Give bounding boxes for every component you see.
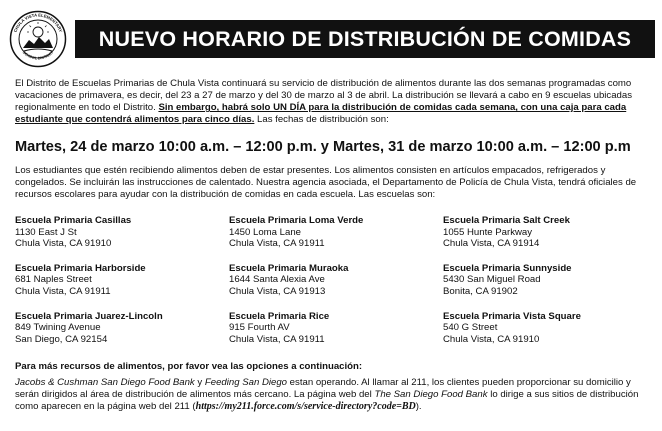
school-entry bbox=[443, 215, 655, 250]
org-name: The San Diego Food Bank bbox=[374, 388, 488, 400]
school-city: Bonita, CA 91902 bbox=[443, 285, 518, 297]
svg-text:SCHOOL DISTRICT: SCHOOL DISTRICT bbox=[21, 50, 55, 61]
school-street: 1644 Santa Alexia Ave bbox=[229, 274, 325, 286]
intro-emphasis: Sin embargo, habrá solo UN DÍA para la distribución de comidas cada semana, con una caja para cada estudiante que contendrá alimentos para cinco días. bbox=[15, 102, 627, 126]
school-street: 540 G Street bbox=[443, 322, 498, 334]
page-title: NUEVO HORARIO DE DISTRIBUCIÓN DE COMIDAS bbox=[98, 26, 632, 51]
school-city: Chula Vista, CA 91911 bbox=[229, 238, 325, 250]
service-directory-link[interactable]: https://my211.force.com/s/service-directory?code=BD bbox=[195, 400, 416, 412]
school-entry bbox=[229, 215, 443, 250]
header bbox=[9, 9, 655, 69]
school-entry bbox=[229, 311, 443, 346]
school-city: Chula Vista, CA 91911 bbox=[15, 285, 111, 297]
title-bar bbox=[75, 20, 655, 58]
school-street: 849 Twining Avenue bbox=[15, 322, 101, 334]
school-street: 915 Fourth AV bbox=[229, 322, 290, 334]
org-name: Jacobs & Cushman San Diego Food Bank bbox=[15, 377, 195, 388]
intro-text-end: Las fechas de distribución son: bbox=[254, 114, 389, 126]
school-name: Escuela Primaria Salt Creek bbox=[443, 215, 570, 226]
school-entry bbox=[15, 215, 229, 250]
school-street: 5430 San Miguel Road bbox=[443, 274, 541, 286]
conjunction: y bbox=[194, 377, 205, 388]
resources-text: lo dirige a sus sitios de distribución como aparecen en la página web del 211 ( bbox=[15, 388, 639, 412]
school-city: Chula Vista, CA 91914 bbox=[443, 238, 540, 250]
school-name: Escuela Primaria Casillas bbox=[15, 215, 132, 226]
school-city: San Diego, CA 92154 bbox=[15, 333, 108, 345]
school-list bbox=[15, 215, 655, 345]
school-entry bbox=[15, 311, 229, 346]
school-street: 1130 East J St bbox=[15, 226, 77, 238]
more-resources-paragraph bbox=[15, 377, 647, 413]
school-name: Escuela Primaria Harborside bbox=[15, 262, 146, 274]
intro-paragraph bbox=[15, 78, 647, 126]
school-name: Escuela Primaria Muraoka bbox=[229, 262, 349, 274]
distribution-dates: Martes, 24 de marzo 10:00 a.m. – 12:00 p.m. y Martes, 31 de marzo 10:00 a.m. – 12:00 p.m bbox=[15, 139, 631, 155]
school-name: Escuela Primaria Juarez-Lincoln bbox=[15, 310, 163, 322]
school-name: Escuela Primaria Sunnyside bbox=[443, 262, 572, 274]
school-city: Chula Vista, CA 91910 bbox=[443, 333, 540, 345]
school-entry bbox=[443, 311, 655, 346]
school-name: Escuela Primaria Rice bbox=[229, 310, 330, 322]
details-paragraph: Los estudiantes que estén recibiendo alimentos deben de estar presentes. Los alimentos consisten en artículos empacados, refrigerados y congelados. Se incluirán las instrucciones de calentado. Nuestra agencia asociada, el Departamento de Policía de Chula Vista, tendrá oficiales de recursos escolares para ayudar con la distribución de comidas en cada escuela. Las escuelas son: bbox=[15, 165, 637, 201]
district-seal-icon bbox=[9, 10, 67, 68]
school-entry bbox=[229, 263, 443, 298]
school-entry bbox=[15, 263, 229, 298]
svg-text:CHULA VISTA ELEMENTARY: CHULA VISTA ELEMENTARY bbox=[12, 12, 64, 33]
school-name: Escuela Primaria Vista Square bbox=[443, 310, 581, 322]
school-city: Chula Vista, CA 91913 bbox=[229, 285, 326, 297]
school-street: 681 Naples Street bbox=[15, 274, 92, 286]
school-city: Chula Vista, CA 91911 bbox=[229, 333, 325, 345]
resources-text: ). bbox=[415, 400, 422, 412]
more-resources-title: Para más recursos de alimentos, por favor vea las opciones a continuación: bbox=[15, 361, 363, 372]
resources-text: estan operando. Al llamar al 211, los clientes pueden proporcionar su domicilio y serán dirigidos al área de distribución de alimentos más cercano. La página web del bbox=[15, 377, 631, 400]
school-street: 1055 Hunte Parkway bbox=[443, 226, 533, 238]
school-entry bbox=[443, 263, 655, 298]
school-city: Chula Vista, CA 91910 bbox=[15, 238, 112, 250]
school-street: 1450 Loma Lane bbox=[229, 226, 302, 238]
intro-text: El Distrito de Escuelas Primarias de Chula Vista continuará su servicio de distribución de alimentos durante las dos semanas programadas como vacaciones de primavera, es decir, del 23 a 27 de marzo y del 30 de marzo al 3 de abril. La distribución se llevará a cabo en 9 escuelas ubicadas regionalmente en todo el Distrito. bbox=[15, 78, 633, 114]
school-name: Escuela Primaria Loma Verde bbox=[229, 215, 364, 226]
org-name: Feeding San Diego bbox=[204, 377, 288, 388]
